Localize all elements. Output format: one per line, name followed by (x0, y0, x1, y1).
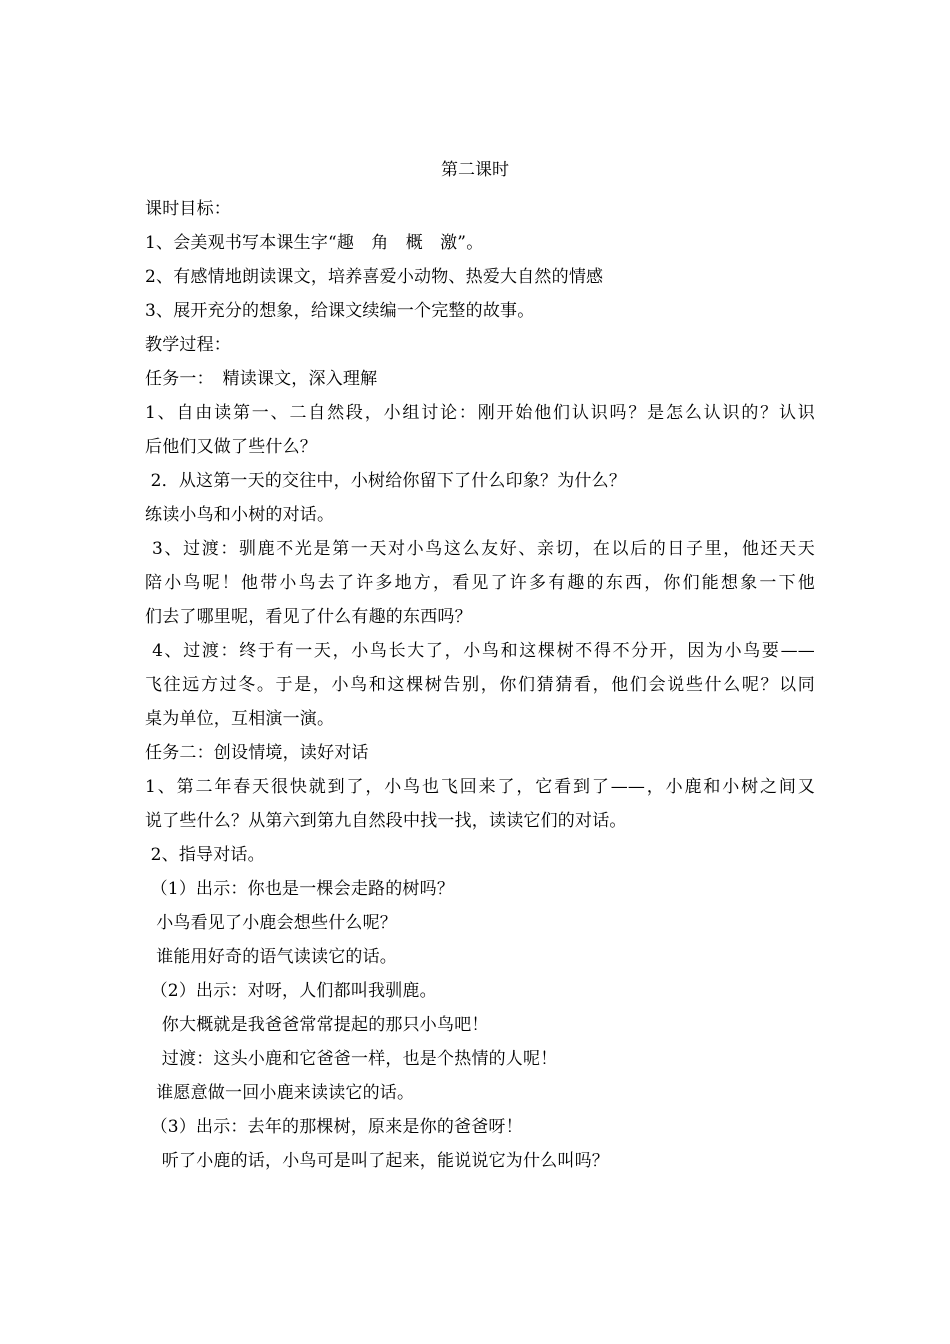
paragraph-line: （2）出示：对呀，人们都叫我驯鹿。 (145, 981, 437, 1001)
paragraph-line: 谁愿意做一回小鹿来读读它的话。 (145, 1083, 415, 1103)
paragraph-line: 2、指导对话。 (145, 845, 265, 865)
paragraph-line: 飞往远方过冬。于是，小鸟和这棵树告别，你们猜猜看，他们会说些什么呢？以同 (145, 675, 815, 695)
task-heading: 任务一： 精读课文，深入理解 (145, 369, 378, 389)
paragraph-line: 谁能用好奇的语气读读它的话。 (145, 947, 398, 967)
paragraph-line: 1、第二年春天很快就到了，小鸟也飞回来了，它看到了——，小鹿和小树之间又 (145, 777, 815, 797)
paragraph-line: 桌为单位，互相演一演。 (145, 709, 335, 729)
document-body (145, 192, 815, 1178)
paragraph-line: 4、过渡：终于有一天，小鸟长大了，小鸟和这棵树不得不分开，因为小鸟要—— (145, 641, 815, 661)
objective-item: 1、会美观书写本课生字“趣 角 概 激”。 (145, 233, 484, 253)
paragraph-line: 2．从这第一天的交往中，小树给你留下了什么印象？为什么？ (145, 471, 627, 491)
paragraph-line: 你大概就是我爸爸常常提起的那只小鸟吧！ (145, 1015, 489, 1035)
paragraph-line: 们去了哪里呢，看见了什么有趣的东西吗？ (145, 607, 472, 627)
task-heading: 任务二：创设情境，读好对话 (145, 743, 369, 763)
section-heading-process: 教学过程： (145, 335, 231, 355)
paragraph-line: 后他们又做了些什么？ (145, 437, 317, 457)
paragraph-line: 陪小鸟呢！他带小鸟去了许多地方，看见了许多有趣的东西，你们能想象一下他 (145, 573, 815, 593)
objective-item: 3、展开充分的想象，给课文续编一个完整的故事。 (145, 301, 535, 321)
section-heading-objectives: 课时目标： (145, 199, 231, 219)
paragraph-line: （1）出示：你也是一棵会走路的树吗？ (145, 879, 455, 899)
paragraph-line: 小鸟看见了小鹿会想些什么呢？ (145, 913, 398, 933)
paragraph-line: 说了些什么？从第六到第九自然段中找一找，读读它们的对话。 (145, 811, 627, 831)
paragraph-line: 过渡：这头小鹿和它爸爸一样，也是个热情的人呢！ (145, 1049, 558, 1069)
paragraph-line: （3）出示：去年的那棵树，原来是你的爸爸呀！ (145, 1117, 523, 1137)
paragraph-line: 练读小鸟和小树的对话。 (145, 505, 335, 525)
paragraph-line: 1、自由读第一、二自然段，小组讨论：刚开始他们认识吗？是怎么认识的？认识 (145, 403, 815, 423)
paragraph-line: 听了小鹿的话，小鸟可是叫了起来，能说说它为什么叫吗？ (145, 1151, 610, 1171)
objective-item: 2、有感情地朗读课文，培养喜爱小动物、热爱大自然的情感 (145, 267, 604, 287)
paragraph-line: 3、过渡：驯鹿不光是第一天对小鸟这么友好、亲切，在以后的日子里，他还天天 (145, 539, 815, 559)
page-title: 第二课时 (441, 160, 509, 180)
